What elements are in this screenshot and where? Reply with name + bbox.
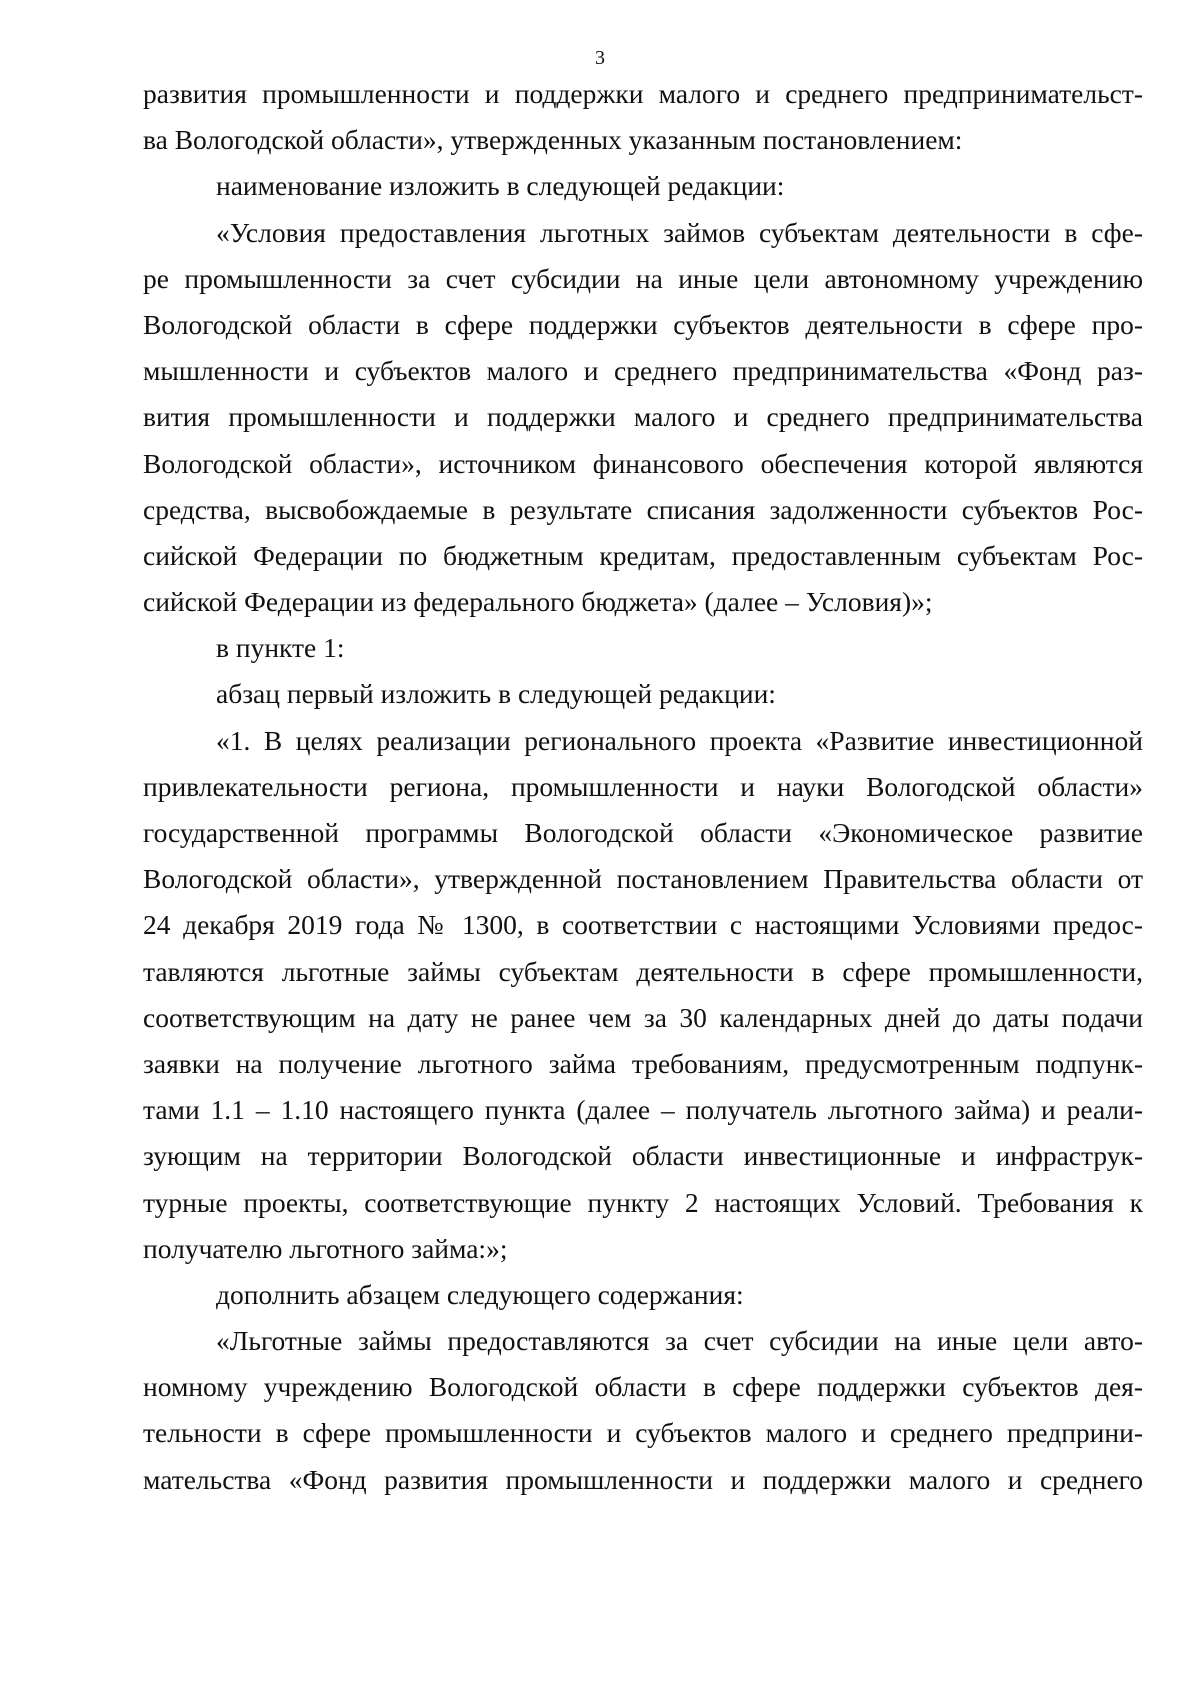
text-line: «Льготные займы предоставляются за счет субсидии на иные цели авто- <box>216 1325 1143 1357</box>
text-line: тавляются льготные займы субъектам деятельности в сфере промышленности, <box>143 955 1143 987</box>
text-line: ре промышленности за счет субсидии на иные цели автономному учреждению <box>143 262 1143 294</box>
text-line: в пункте 1: <box>216 632 345 664</box>
text-line: получателю льготного займа:»; <box>143 1232 508 1264</box>
text-line: абзац первый изложить в следующей редакции: <box>216 678 776 710</box>
text-line: средства, высвобождаемые в результате списания задолженности субъектов Рос- <box>143 493 1143 525</box>
text-line: Вологодской области», утвержденной постановлением Правительства области от <box>143 863 1143 895</box>
text-line: Вологодской области», источником финансового обеспечения которой являются <box>143 447 1143 479</box>
text-line: наименование изложить в следующей редакции: <box>216 170 785 202</box>
text-line: заявки на получение льготного займа требованиям, предусмотренным подпунк- <box>143 1047 1143 1079</box>
text-line: тами 1.1 – 1.10 настоящего пункта (далее – получатель льготного займа) и реали- <box>143 1094 1143 1126</box>
text-line: мательства «Фонд развития промышленности и поддержки малого и среднего <box>143 1463 1143 1495</box>
text-line: соответствующим на дату не ранее чем за 30 календарных дней до даты подачи <box>143 1001 1143 1033</box>
text-line: сийской Федерации из федерального бюджета» (далее – Условия)»; <box>143 586 933 618</box>
text-line: «Условия предоставления льготных займов субъектам деятельности в сфе- <box>216 216 1143 248</box>
text-line: «1. В целях реализации регионального проекта «Развитие инвестиционной <box>216 724 1143 756</box>
page-number: 3 <box>595 47 605 69</box>
text-line: 24 декабря 2019 года № 1300, в соответствии с настоящими Условиями предос- <box>143 909 1143 941</box>
text-line: сийской Федерации по бюджетным кредитам, предоставленным субъектам Рос- <box>143 539 1143 571</box>
text-line: государственной программы Вологодской области «Экономическое развитие <box>143 817 1143 848</box>
text-line: привлекательности региона, промышленности и науки Вологодской области» <box>143 770 1143 802</box>
document-body <box>143 71 1143 1503</box>
text-line: развития промышленности и поддержки малого и среднего предпринимательст- <box>143 78 1143 109</box>
text-line: турные проекты, соответствующие пункту 2 настоящих Условий. Требования к <box>143 1186 1143 1218</box>
text-line: номному учреждению Вологодской области в сфере поддержки субъектов дея- <box>143 1371 1143 1403</box>
text-line: Вологодской области в сфере поддержки субъектов деятельности в сфере про- <box>143 308 1143 340</box>
text-line: мышленности и субъектов малого и среднего предпринимательства «Фонд раз- <box>143 355 1143 387</box>
text-line: дополнить абзацем следующего содержания: <box>216 1278 744 1310</box>
text-line: вития промышленности и поддержки малого и среднего предпринимательства <box>143 401 1143 433</box>
text-line: тельности в сфере промышленности и субъектов малого и среднего предприни- <box>143 1417 1143 1449</box>
text-line: зующим на территории Вологодской области инвестиционные и инфраструк- <box>143 1140 1143 1172</box>
text-line: ва Вологодской области», утвержденных указанным постановлением: <box>143 124 963 156</box>
